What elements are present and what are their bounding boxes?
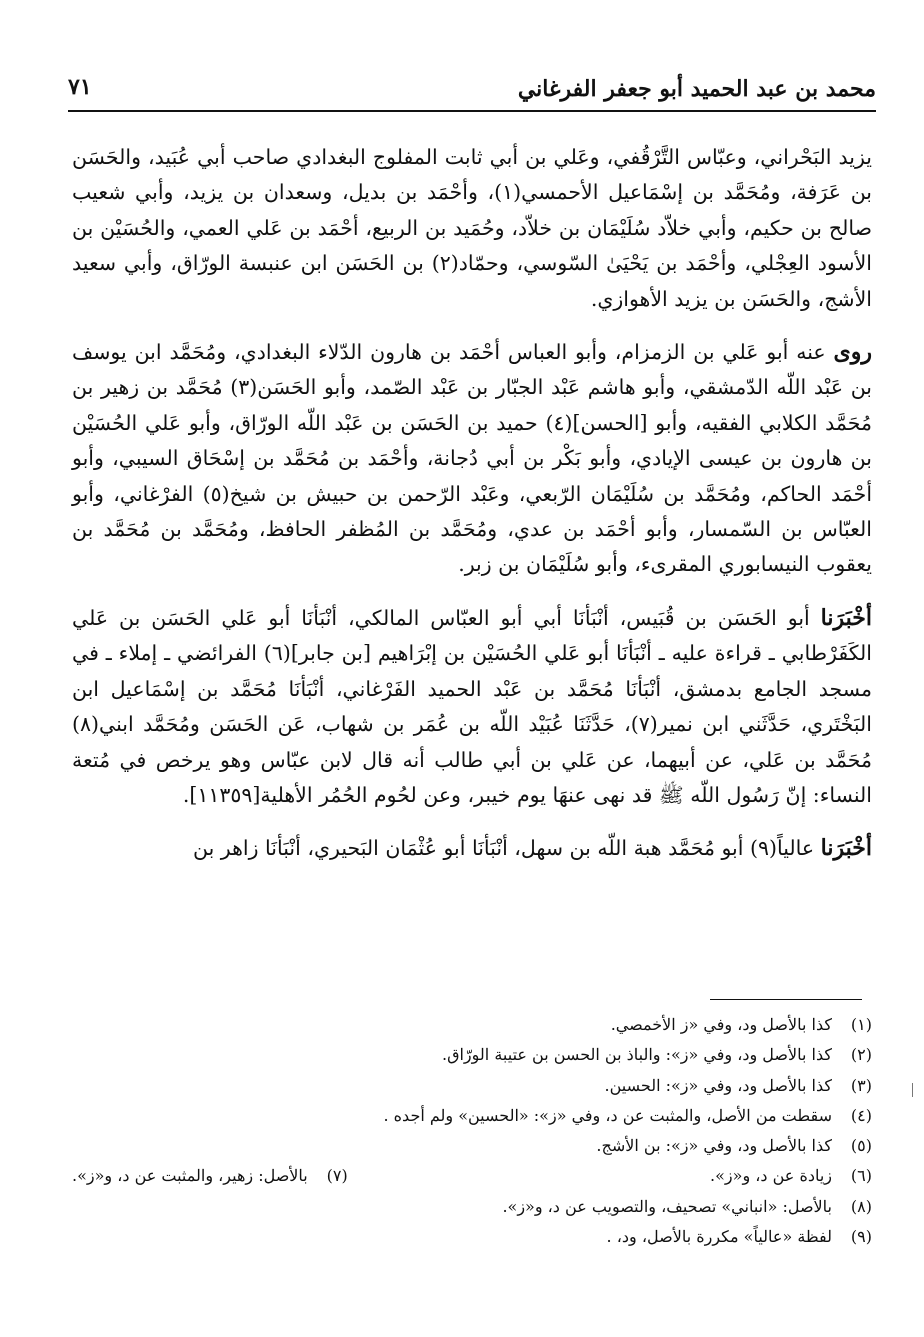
footnote-number: (٨)	[850, 1196, 872, 1216]
footnote-number: (٩)	[850, 1227, 872, 1247]
footnote	[710, 1161, 872, 1191]
footnote-number: (٥)	[850, 1136, 872, 1156]
footnote	[72, 1040, 872, 1070]
footnote-number: (٣)	[850, 1075, 872, 1095]
footnote	[72, 1131, 872, 1161]
running-head: محمد بن عبد الحميد أبو جعفر الفرغاني	[517, 76, 876, 102]
footnote-number: (٢)	[850, 1045, 872, 1065]
paragraph-text: عالياً(٩) أبو مُحَمَّد هبة اللّه بن سهل، أنْبَأنَا أبو عُثْمَان البَحيري، أنْبَأنَا زاهر بن	[192, 836, 821, 861]
footnote-number: (٤)	[850, 1105, 872, 1125]
footnote-text: بالأصل: زهير، والمثبت عن د، و«ز».	[72, 1166, 308, 1186]
paragraph-isnad	[72, 831, 872, 866]
paragraph-students	[72, 335, 872, 583]
footnote-text: لفظة «عالياً» مكررة بالأصل، ود، .	[606, 1227, 832, 1247]
footnote-text: كذا بالأصل ود، وفي «ز»: والباذ بن الحسن بن عتيبة الورّاق.	[441, 1045, 832, 1065]
paragraph-text: يزيد البَحْراني، وعبّاس التَّرْقُفي، وعَلي بن أبي ثابت المفلوج البغدادي صاحب أبي عُبَيد، والحَسَن بن عَرَفة، ومُحَمَّد بن إسْمَاعيل الأحمسي(١)، وأحْمَد بن بديل، وسعدان بن يزيد، وأبي شعيب صالح بن حكيم، وأبي خلاّد سُلَيْمَان بن خلاّد، وحُمَيد بن الربيع، أحْمَد بن عَلي العمي، والحُسَيْن بن الأسود العِجْلي، وأحْمَد بن يَحْيَىٰ السّوسي، وحمّاد(٢) بن الحَسَن ابن عنبسة الورّاق، وأبي سعيد الأشج، والحَسَن بن يزيد الأهوازي.	[72, 145, 873, 311]
footnote	[72, 1222, 872, 1252]
footnote-text: كذا بالأصل ود، وفي «ز الأخمصي.	[610, 1015, 832, 1034]
paragraph-lead: أخْبَرَنا	[820, 835, 872, 862]
page-header	[68, 66, 876, 112]
footnote	[72, 1010, 872, 1040]
footnote	[72, 1101, 872, 1131]
scan-margin-mark	[912, 1083, 913, 1097]
paragraph-text: أبو الحَسَن بن قُبَيس، أنْبَأنَا أبي أبو العبّاس المالكي، أنْبَأنَا أبو عَلي الحَسَن بن عَلي الكَفَرْطابي ـ قراءة عليه ـ أنْبَأنَا أبو عَلي الحُسَيْن بن إبْرَاهيم [بن جابر](٦) الفرائضي ـ إملاء ـ في مسجد الجامع بدمشق، أنْبَأنَا مُحَمَّد بن عَبْد الحميد الفَرْغاني، أنْبَأنَا مُحَمَّد بن إسْمَاعيل ابن البَخْتَري، حَدَّثَني ابن نمير(٧)، حَدَّثَنَا عُبَيْد اللّه بن عُمَر بن شهاب، عَن الحَسَن ومُحَمَّد ابني(٨) مُحَمَّد بن عَلي، عن أبيهما، عن عَلي بن أبي طالب أنه قال لابن عبّاس وهو يرخص في مُتعة النساء: إنّ رَسُول اللّه ﷺ قد نهى عنهَا يوم خيبر، وعن لحُوم الحُمُر الأهلية[١١٣٥٩].	[72, 605, 872, 807]
paragraph-text: عنه أبو عَلي بن الزمزام، وأبو العباس أحْمَد بن هارون الدّلاء البغدادي، ومُحَمَّد ابن يوسف بن عَبْد اللّه الدّمشقي، وأبو هاشم عَبْد الجبّار بن عَبْد الصّمد، وأبو الحَسَن(٣) مُحَمَّد بن زهير بن مُحَمَّد الكلابي الفقيه، وأبو [الحسن](٤) حميد بن الحَسَن بن عَبْد اللّه الورّاق، وأبو عَلي الحُسَيْن بن هارون بن عيسى الإيادي، وأبو بَكْر بن أبي دُجانة، وأحْمَد بن مُحَمَّد بن إسْحَاق السيبي، وأبو أحْمَد الحاكم، ومُحَمَّد بن سُلَيْمَان الرّبعي، وعَبْد الرّحمن بن حبيش بن شيخ(٥) الفرْغاني، وأبو العبّاس بن السّمسار، وأبو أحْمَد بن عدي، ومُحَمَّد بن المُظفر الحافظ، ومُحَمَّد بن مُحَمَّد بن يعقوب النيسابوري المقرىء، وأبو سُلَيْمَان بن زبر.	[72, 340, 873, 577]
paragraph-lead: أخْبَرَنا	[820, 604, 872, 631]
footnote-number: (٦)	[850, 1166, 872, 1186]
footnote-text: كذا بالأصل ود، وفي «ز»: الحسين.	[604, 1075, 832, 1095]
footnote-row	[72, 1161, 872, 1191]
footnote-text: بالأصل: «انباني» تصحيف، والتصويب عن د، و«ز».	[502, 1196, 832, 1216]
page-number: ٧١	[68, 74, 92, 100]
footnote	[72, 1192, 872, 1222]
paragraph-lead: روى	[833, 339, 872, 366]
footnote-separator	[710, 999, 862, 1000]
main-text	[72, 140, 872, 885]
footnote	[72, 1161, 348, 1191]
paragraph-hadith	[72, 601, 872, 813]
footnote-text: سقطت من الأصل، والمثبت عن د، وفي «ز»: «الحسين» ولم أجده .	[383, 1105, 832, 1125]
paragraph-teachers	[72, 140, 872, 317]
footnote-number: (٧)	[326, 1166, 348, 1186]
footnotes	[72, 1010, 872, 1252]
footnote-number: (١)	[850, 1015, 872, 1034]
footnote-text: كذا بالأصل ود، وفي «ز»: بن الأشج.	[596, 1136, 832, 1156]
footnote	[72, 1071, 872, 1101]
footnote-text: زيادة عن د، و«ز».	[710, 1166, 832, 1186]
